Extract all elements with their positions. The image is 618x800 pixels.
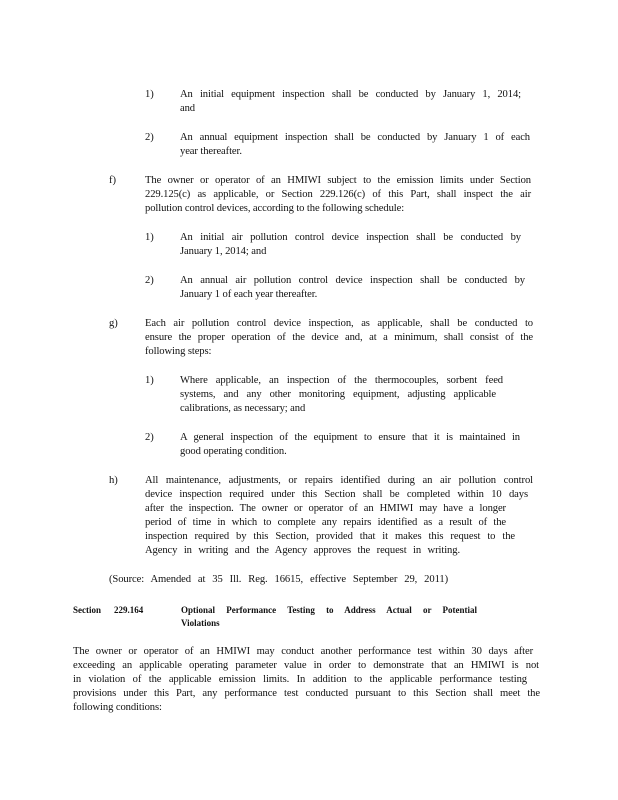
body-text-line: exceeding an applicable operating parameter value in order to demonstrate that an HMIWI is not xyxy=(73,660,539,671)
item-text-line: inspection required by this Section, provided that it makes this request to the xyxy=(145,531,515,542)
item-text-line: Agency in writing and the Agency approves the request in writing. xyxy=(145,545,460,556)
item-text-line: An initial equipment inspection shall be conducted by January 1, 2014; xyxy=(180,89,521,100)
item-text-line: 229.125(c) as applicable, or Section 229.126(c) of this Part, shall inspect the air xyxy=(145,189,531,200)
item-text-line: pollution control devices, according to the following schedule: xyxy=(145,203,405,214)
item-text-line: An initial air pollution control device inspection shall be conducted by xyxy=(180,232,521,243)
section-title: Optional Performance Testing to Address Actual or Potential xyxy=(181,605,477,615)
item-text-line: The owner or operator of an HMIWI subject to the emission limits under Section xyxy=(145,175,531,186)
item-text-line: January 1 of each year thereafter. xyxy=(180,289,318,300)
item-marker: 2) xyxy=(145,132,154,143)
item-marker: h) xyxy=(109,475,118,486)
item-text-line: An annual air pollution control device inspection shall be conducted by xyxy=(180,275,525,286)
section-label: Section xyxy=(73,605,101,615)
item-text-line: January 1, 2014; and xyxy=(180,246,267,257)
item-text-line: An annual equipment inspection shall be conducted by January 1 of each xyxy=(180,132,530,143)
item-text-line: after the inspection. The owner or operator of an HMIWI may have a longer xyxy=(145,503,506,514)
item-text-line: following steps: xyxy=(145,346,212,357)
item-marker: f) xyxy=(109,175,117,186)
body-text-line: The owner or operator of an HMIWI may conduct another performance test within 30 days after xyxy=(73,646,533,657)
item-text-line: year thereafter. xyxy=(180,146,242,157)
item-text-line: and xyxy=(180,103,195,114)
item-text-line: good operating condition. xyxy=(180,446,287,457)
body-text-line: provisions under this Part, any performance test conducted pursuant to this Section shall meet the xyxy=(73,688,540,699)
source-note: (Source: Amended at 35 Ill. Reg. 16615, effective September 29, 2011) xyxy=(109,574,448,585)
item-text-line: calibrations, as necessary; and xyxy=(180,403,306,414)
item-marker: 1) xyxy=(145,232,154,243)
item-marker: g) xyxy=(109,318,118,329)
item-text-line: ensure the proper operation of the device and, at a minimum, shall consist of the xyxy=(145,332,533,343)
body-text-line: following conditions: xyxy=(73,702,162,713)
section-title: Violations xyxy=(181,618,220,628)
item-text-line: A general inspection of the equipment to ensure that it is maintained in xyxy=(180,432,520,443)
item-marker: 2) xyxy=(145,432,154,443)
item-marker: 2) xyxy=(145,275,154,286)
item-marker: 1) xyxy=(145,89,154,100)
body-text-line: in violation of the applicable emission limits. In addition to the applicable performance testing xyxy=(73,674,527,685)
item-text-line: Where applicable, an inspection of the thermocouples, sorbent feed xyxy=(180,375,503,386)
item-text-line: systems, and any other monitoring equipment, adjusting applicable xyxy=(180,389,496,400)
item-text-line: Each air pollution control device inspection, as applicable, shall be conducted to xyxy=(145,318,533,329)
section-number: 229.164 xyxy=(114,605,144,615)
item-text-line: device inspection required under this Section shall be completed within 10 days xyxy=(145,489,528,500)
item-text-line: All maintenance, adjustments, or repairs identified during an air pollution control xyxy=(145,475,533,486)
item-text-line: period of time in which to complete any repairs identified as a result of the xyxy=(145,517,506,528)
item-marker: 1) xyxy=(145,375,154,386)
